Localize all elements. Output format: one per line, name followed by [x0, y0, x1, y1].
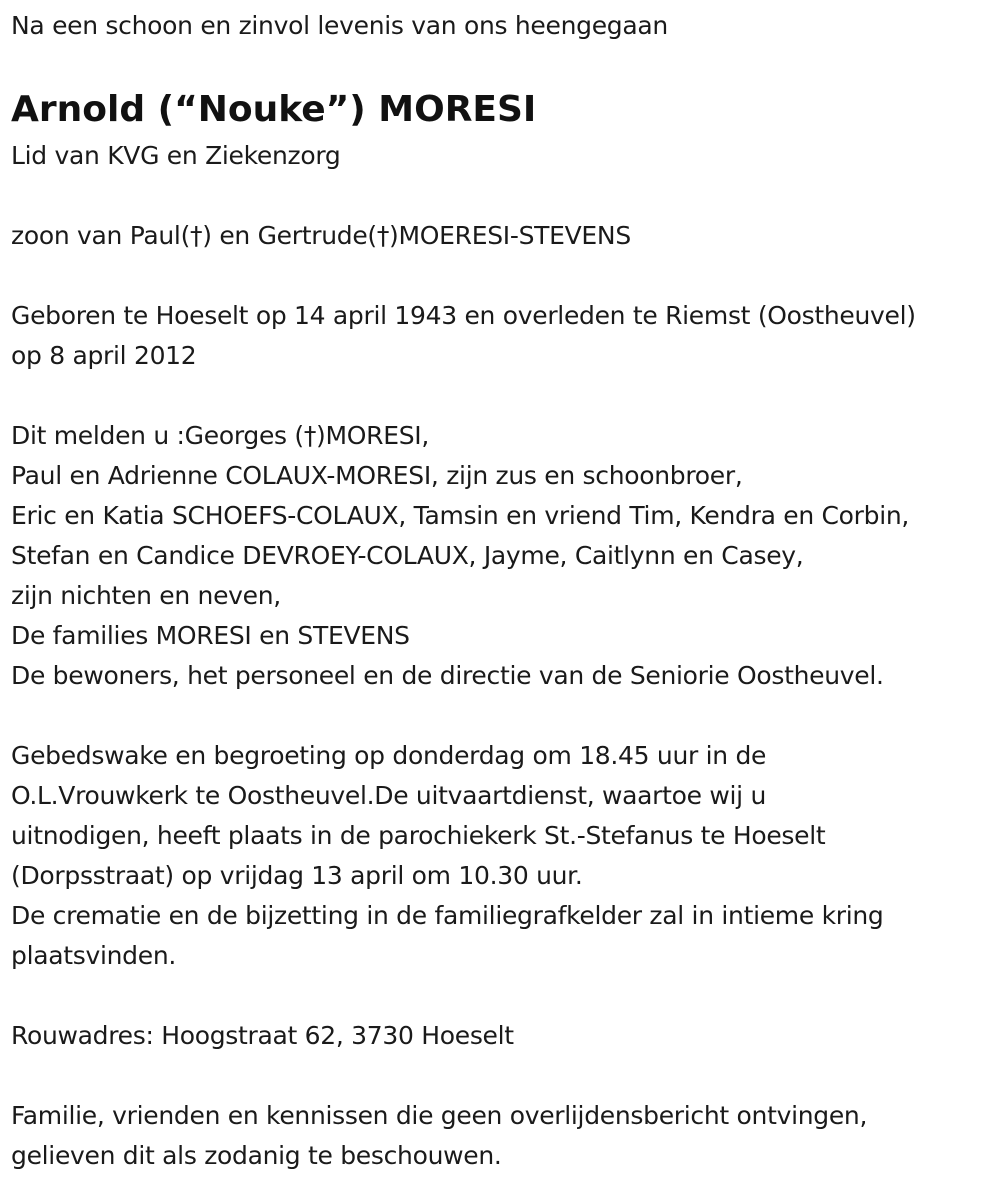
spacer — [11, 696, 996, 736]
spacer — [11, 1056, 996, 1096]
ceremony-line: Gebedswake en begroeting op donderdag om 18.45 uur in de — [11, 741, 767, 770]
ceremony-line: De crematie en de bijzetting in de familiegrafkelder zal in intieme kring — [11, 901, 884, 930]
membership-text: Lid van KVG en Ziekenzorg — [11, 141, 341, 170]
announcer-line: Stefan en Candice DEVROEY-COLAUX, Jayme, Caitlynn en Casey, — [11, 541, 804, 570]
spacer — [11, 176, 996, 216]
birth-death-line: op 8 april 2012 — [11, 341, 197, 370]
announcers-block — [11, 416, 996, 696]
ceremony-line: (Dorpsstraat) op vrijdag 13 april om 10.30 uur. — [11, 861, 583, 890]
deceased-name: Arnold (“Nouke”) MORESI — [11, 89, 537, 130]
closing-block — [11, 1096, 996, 1176]
announcer-line: De bewoners, het personeel en de directie van de Seniorie Oostheuvel. — [11, 661, 884, 690]
announcer-line: zijn nichten en neven, — [11, 581, 281, 610]
announcer-line: Eric en Katia SCHOEFS-COLAUX, Tamsin en vriend Tim, Kendra en Corbin, — [11, 501, 910, 530]
announcer-line: Paul en Adrienne COLAUX-MORESI, zijn zus en schoonbroer, — [11, 461, 743, 490]
birth-death-block — [11, 296, 996, 376]
ceremony-line: O.L.Vrouwkerk te Oostheuvel.De uitvaartdienst, waartoe wij u — [11, 781, 767, 810]
obituary-notice — [11, 0, 996, 1176]
announcer-line: De families MORESI en STEVENS — [11, 621, 410, 650]
ceremony-block — [11, 736, 996, 976]
mourning-address: Rouwadres: Hoogstraat 62, 3730 Hoeselt — [11, 1021, 514, 1050]
closing-line: Familie, vrienden en kennissen die geen overlijdensbericht ontvingen, — [11, 1101, 868, 1130]
closing-line: gelieven dit als zodanig te beschouwen. — [11, 1141, 502, 1170]
announcer-line: Dit melden u :Georges (†)MORESI, — [11, 421, 430, 450]
parents-text: zoon van Paul(†) en Gertrude(†)MOERESI-STEVENS — [11, 221, 631, 250]
spacer — [11, 376, 996, 416]
birth-death-line: Geboren te Hoeselt op 14 april 1943 en overleden te Riemst (Oostheuvel) — [11, 301, 916, 330]
intro-text: Na een schoon en zinvol levenis van ons heengegaan — [11, 11, 668, 40]
ceremony-line: plaatsvinden. — [11, 941, 177, 970]
spacer — [11, 976, 996, 1016]
ceremony-line: uitnodigen, heeft plaats in de parochiekerk St.-Stefanus te Hoeselt — [11, 821, 826, 850]
spacer — [11, 256, 996, 296]
